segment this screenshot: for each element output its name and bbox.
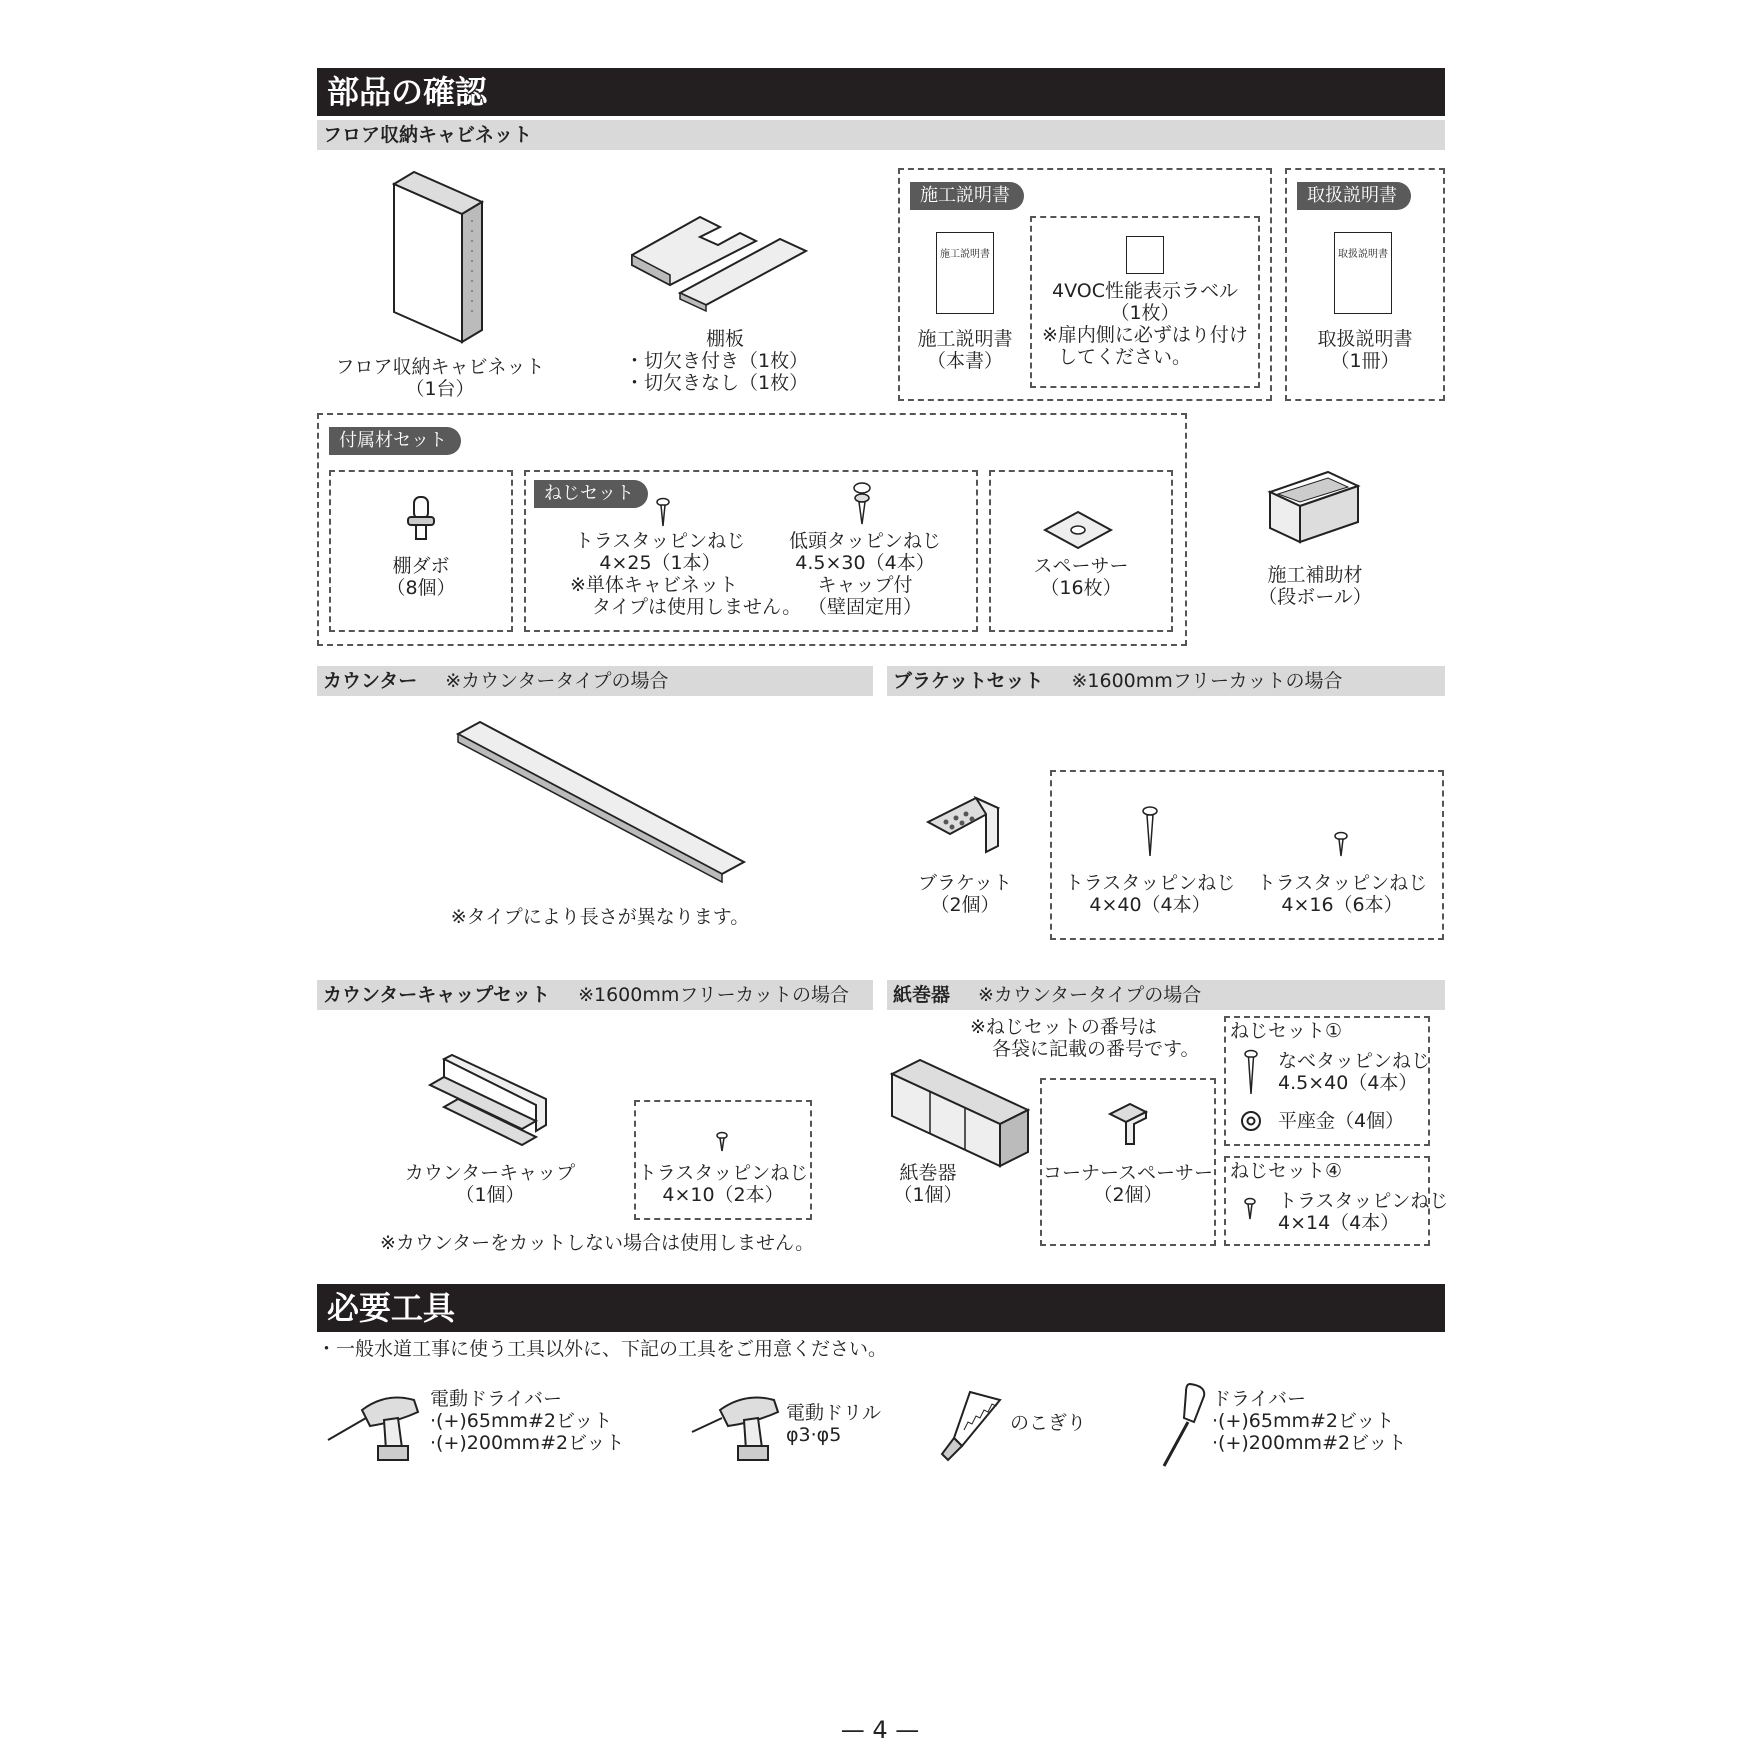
counter-cap-footnote: ※カウンターをカットしない場合は使用しません。 (380, 1232, 815, 1254)
lowhead-line3: キャップ付 (817, 574, 913, 596)
shelf-label (625, 328, 825, 394)
cardboard-box-icon (1268, 470, 1360, 545)
voc-note2: してください。 (1058, 346, 1192, 368)
cabinet-icon (390, 170, 490, 345)
booklet-icon: 取扱説明書 (1334, 232, 1392, 314)
bracket-screw-b-label (1250, 872, 1434, 916)
set4-screw-label (1278, 1190, 1448, 1234)
dowel-label (335, 555, 507, 599)
counter-board-icon (456, 718, 746, 878)
manual-tag: 施工説明書 (910, 182, 1024, 210)
set4-screw-spec: 4×14（4本） (1278, 1212, 1400, 1234)
voc-note1: ※扉内側に必ずはり付け (1042, 324, 1248, 346)
screwdriver-bit2: ·(+)200mm#2ビット (1212, 1432, 1407, 1454)
cap-screw-icon (852, 482, 872, 526)
handling-label (1300, 328, 1430, 372)
lowhead-spec: 4.5×30（4本） (795, 552, 935, 574)
truss-spec: 4×25（1本） (599, 552, 721, 574)
voc-qty: （1枚） (1110, 302, 1180, 324)
corner-spacer-label (1042, 1162, 1214, 1206)
cabinet-label (330, 356, 550, 400)
subheader-paper-holder (887, 980, 1445, 1010)
drill-spec: φ3·φ5 (786, 1424, 842, 1446)
screw-icon (1142, 806, 1158, 858)
screw-a-name: トラスタッピンねじ (1064, 872, 1236, 894)
corner-spacer-icon (1108, 1102, 1148, 1146)
bracket-label (900, 872, 1030, 916)
handling-name: 取扱説明書 (1317, 328, 1413, 350)
section-title-parts: 部品の確認 (317, 68, 1445, 116)
screw-icon (716, 1132, 728, 1152)
subheader-counter (317, 666, 873, 696)
page-number: — 4 — (840, 1716, 920, 1744)
screw-icon (1244, 1050, 1258, 1096)
truss-note2: タイプは使用しません。 (592, 596, 802, 618)
spacer-name: スペーサー (1033, 555, 1129, 577)
set1-washer: 平座金（4個） (1278, 1110, 1405, 1132)
screwdriver-icon (1160, 1382, 1210, 1468)
cabinet-name: フロア収納キャビネット (335, 356, 545, 378)
shelf-name: 棚板 (705, 328, 744, 350)
electric-drill-icon (690, 1382, 784, 1462)
screwdriver-bit1: ·(+)65mm#2ビット (1212, 1410, 1395, 1432)
screwdriver-label (1212, 1388, 1406, 1454)
electric-driver-label (430, 1388, 624, 1454)
screw-set4-title: ねじセット④ (1230, 1160, 1343, 1182)
set1-screw-label (1278, 1050, 1430, 1094)
bracket-name: ブラケット (917, 872, 1013, 894)
saw-label: のこぎり (1010, 1412, 1087, 1434)
screw-number-note (970, 1016, 1200, 1060)
shelf-board-icon (630, 205, 810, 310)
dowel-icon (406, 495, 436, 540)
counter-title: カウンター (323, 670, 418, 692)
aid-label (1240, 564, 1390, 608)
truss-screw-label (570, 530, 802, 618)
subheader-bracket (887, 666, 1445, 696)
counter-cap-title: カウンターキャップセット (323, 984, 551, 1006)
cap-name: カウンターキャップ (404, 1162, 576, 1184)
cabinet-qty: （1台） (405, 378, 475, 400)
drill-label (786, 1402, 881, 1446)
cap-screw-label (636, 1162, 810, 1206)
aid-qty: （段ボール） (1258, 586, 1372, 608)
paper-holder-icon (890, 1058, 1030, 1168)
voc-label (1032, 280, 1258, 368)
dowel-name: 棚ダボ (392, 555, 450, 577)
counter-note: ※カウンタータイプの場合 (445, 670, 669, 692)
saw-icon (940, 1390, 1002, 1462)
electric-driver-name: 電動ドライバー (430, 1388, 563, 1410)
bracket-note: ※1600mmフリーカットの場合 (1071, 670, 1343, 692)
lowhead-screw-label (780, 530, 950, 618)
cap-screw-name: トラスタッピンねじ (637, 1162, 809, 1184)
shelf-line1: ・切欠き付き（1枚） (625, 350, 809, 372)
cap-screw-spec: 4×10（2本） (662, 1184, 784, 1206)
screw-icon (656, 498, 670, 528)
lowhead-name: 低頭タッピンねじ (788, 530, 941, 552)
cap-qty: （1個） (455, 1184, 525, 1206)
truss-name: トラスタッピンねじ (574, 530, 746, 552)
set4-screw-name: トラスタッピンねじ (1278, 1190, 1449, 1212)
electric-driver-bit1: ·(+)65mm#2ビット (430, 1410, 613, 1432)
corner-spacer-name: コーナースペーサー (1042, 1162, 1214, 1184)
corner-spacer-qty: （2個） (1093, 1184, 1163, 1206)
counter-cap-label (400, 1162, 580, 1206)
electric-driver-bit2: ·(+)200mm#2ビット (430, 1432, 625, 1454)
number-note2: 各袋に記載の番号です。 (992, 1038, 1200, 1060)
manual-name: 施工説明書 (917, 328, 1013, 350)
counter-cap-note: ※1600mmフリーカットの場合 (578, 984, 850, 1006)
subheader-cabinet-title: フロア収納キャビネット (323, 124, 533, 146)
set1-screw-name: なべタッピンねじ (1278, 1050, 1431, 1072)
shelf-line2: ・切欠きなし（1枚） (625, 372, 809, 394)
paper-holder-label (878, 1162, 978, 1206)
voc-name: 4VOC性能表示ラベル (1052, 280, 1238, 302)
handling-tag: 取扱説明書 (1297, 182, 1411, 210)
subheader-cabinet (317, 120, 1445, 150)
bracket-screw-a-label (1060, 872, 1240, 916)
screw-b-name: トラスタッピンねじ (1256, 872, 1428, 894)
electric-driver-icon (326, 1382, 426, 1462)
paper-holder-title: 紙巻器 (893, 984, 951, 1006)
number-note1: ※ねじセットの番号は (970, 1016, 1157, 1038)
dowel-qty: （8個） (386, 577, 456, 599)
handling-qty: （1冊） (1330, 350, 1400, 372)
bracket-qty: （2個） (930, 894, 1000, 916)
spacer-qty: （16枚） (1040, 577, 1122, 599)
paper-holder-note: ※カウンタータイプの場合 (978, 984, 1202, 1006)
bracket-title: ブラケットセット (893, 670, 1044, 692)
spacer-icon (1043, 510, 1113, 550)
manual-label (910, 328, 1020, 372)
counter-length-note: ※タイプにより長さが異なります。 (450, 906, 750, 928)
holder-name: 紙巻器 (899, 1162, 957, 1184)
spacer-label (995, 555, 1167, 599)
screw-set-tag: ねじセット (534, 480, 648, 508)
truss-note1: ※単体キャビネット (570, 574, 738, 596)
screw-b-spec: 4×16（6本） (1281, 894, 1403, 916)
counter-cap-icon (428, 1055, 550, 1150)
holder-qty: （1個） (893, 1184, 963, 1206)
washer-icon (1240, 1110, 1262, 1132)
screw-set1-title: ねじセット① (1230, 1020, 1343, 1042)
lowhead-line4: （壁固定用） (807, 596, 922, 618)
aid-name: 施工補助材 (1267, 564, 1363, 586)
section-title-tools: 必要工具 (317, 1284, 1445, 1332)
subheader-counter-cap (317, 980, 873, 1010)
spacer-box (989, 470, 1173, 632)
accessory-tag: 付属材セット (329, 427, 461, 455)
booklet-icon: 施工説明書 (936, 232, 994, 314)
drill-name: 電動ドリル (786, 1402, 882, 1424)
screw-icon (1244, 1198, 1256, 1220)
screw-a-spec: 4×40（4本） (1089, 894, 1211, 916)
bracket-icon (926, 792, 1006, 852)
manual-qty: （本書） (926, 350, 1003, 372)
screw-icon (1334, 832, 1348, 858)
screwdriver-name: ドライバー (1212, 1388, 1307, 1410)
tools-intro: ・一般水道工事に使う工具以外に、下記の工具をご用意ください。 (317, 1338, 888, 1360)
label-icon (1126, 236, 1164, 274)
set1-screw-spec: 4.5×40（4本） (1278, 1072, 1418, 1094)
